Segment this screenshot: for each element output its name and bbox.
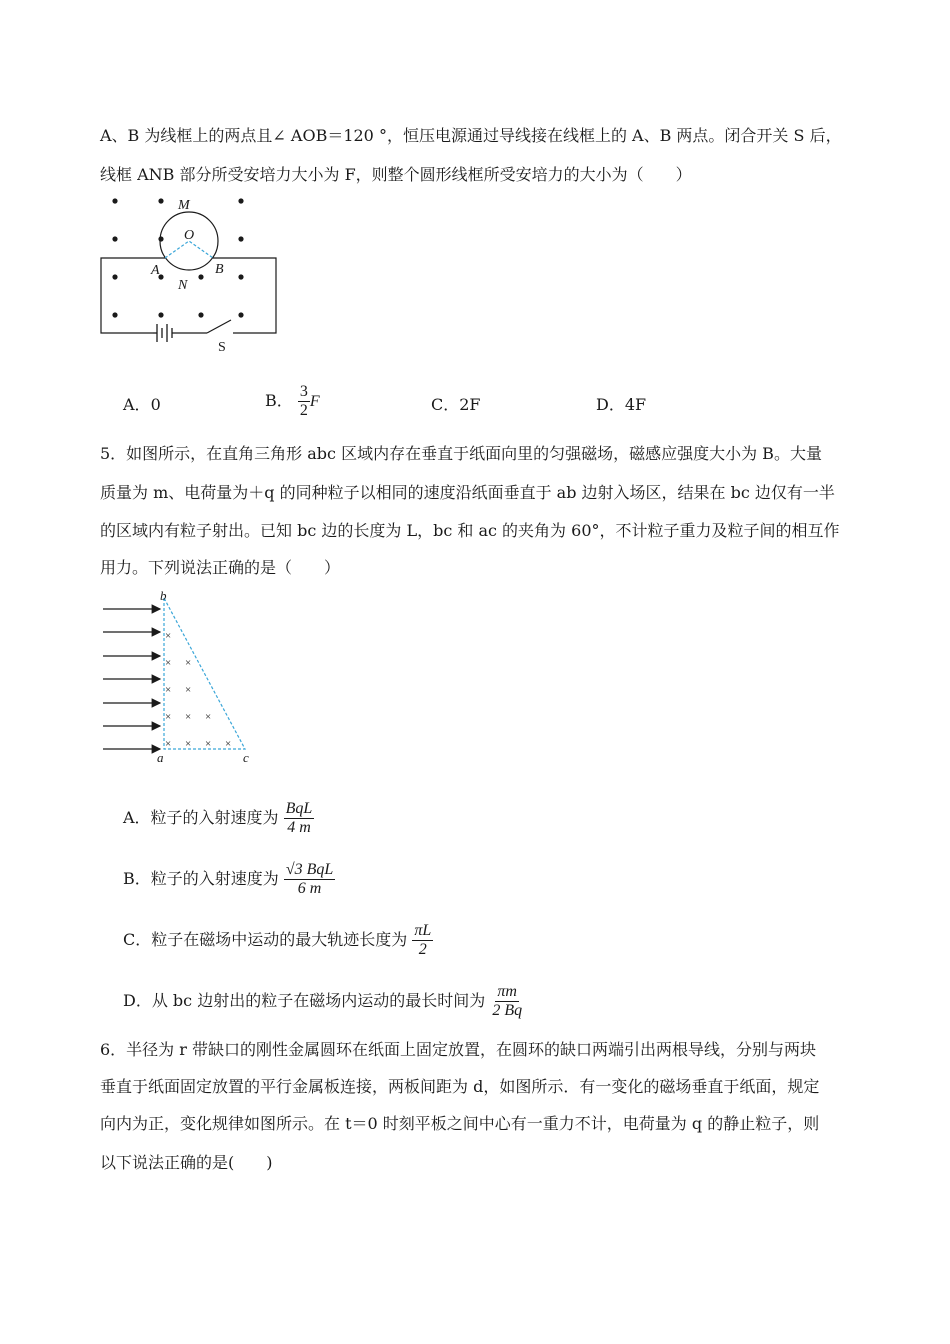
svg-text:×: × — [165, 630, 172, 642]
q5-stem-line-3: 的区域内有粒子射出。已知 bc 边的长度为 L，bc 和 ac 的夹角为 60°，不计粒子重力及粒子间的相互作 — [100, 521, 840, 540]
label-a: A — [151, 263, 160, 278]
q4-option-d: D．4F — [596, 395, 647, 414]
fraction: $\frac{3}{2}$ — [299, 383, 308, 419]
fraction: $\frac{\text{BqL}}{4 m}$ — [285, 800, 313, 836]
svg-text:×: × — [185, 711, 192, 723]
label-n: N — [178, 278, 188, 293]
q5-option-b: B．粒子的入射速度为 $\frac{\text{√3 BqL}}{6 m}$ — [123, 861, 334, 897]
label-b: B — [215, 262, 224, 277]
svg-text:×: × — [165, 711, 172, 723]
switch — [207, 320, 231, 333]
svg-text:×: × — [165, 657, 172, 669]
radius-lines — [165, 241, 213, 258]
fraction: $\frac{\text{√3 BqL}}{6 m}$ — [285, 861, 334, 897]
svg-text:×: × — [165, 738, 172, 750]
q6-stem-line-2: 垂直于纸面固定放置的平行金属板连接，两板间距为 d，如图所示．有一变化的磁场垂直于纸面，规定 — [100, 1077, 820, 1096]
q5-stem-line-4: 用力。下列说法正确的是（ ） — [100, 558, 341, 577]
label-b: b — [160, 588, 167, 603]
q5-triangle-figure — [100, 588, 260, 768]
q5-option-c: C．粒子在磁场中运动的最大轨迹长度为 $\frac{\pi L}{2}$ — [123, 922, 432, 958]
q4-option-b: B． $\frac{3}{2}$ F — [265, 383, 320, 419]
q6-stem-line-4: 以下说法正确的是( ) — [100, 1153, 273, 1172]
fraction: $\frac{\pi L}{2}$ — [414, 922, 432, 958]
fraction: $\frac{\pi m}{2 Bq}$ — [492, 983, 523, 1019]
q5-option-d: D．从 bc 边射出的粒子在磁场内运动的最长时间为 $\frac{\pi m}{2 Bq}$ — [123, 983, 523, 1019]
q4-stem-line-2: 线框 ANB 部分所受安培力大小为 F，则整个圆形线框所受安培力的大小为（ ） — [100, 165, 692, 184]
svg-text:×: × — [225, 738, 232, 750]
incoming-arrows — [103, 609, 160, 749]
label-o: O — [184, 228, 195, 243]
q6-stem-line-3: 向内为正，变化规律如图所示。在 t＝0 时刻平板之间中心有一重力不计，电荷量为 q 的静止粒子，则 — [100, 1114, 820, 1133]
svg-text:×: × — [165, 684, 172, 696]
svg-text:×: × — [205, 711, 212, 723]
svg-text:×: × — [185, 684, 192, 696]
label-m: M — [178, 198, 190, 213]
triangle-abc — [164, 598, 245, 749]
q4-option-a: A．0 — [123, 395, 161, 414]
svg-text:×: × — [185, 657, 192, 669]
label-a: a — [157, 750, 164, 765]
q5-option-a: A．粒子的入射速度为 $\frac{\text{BqL}}{4 m}$ — [123, 800, 313, 836]
field-crosses — [165, 630, 231, 750]
svg-text:×: × — [205, 738, 212, 750]
svg-text:×: × — [185, 738, 192, 750]
q4-circuit-figure — [95, 190, 295, 360]
label-c: c — [243, 750, 249, 765]
q5-stem-line-1: 5．如图所示，在直角三角形 abc 区域内存在垂直于纸面向里的匀强磁场，磁感应强度大小为 B。大量 — [100, 444, 822, 463]
battery — [153, 324, 207, 342]
q4-stem-line-1: A、B 为线框上的两点且∠ AOB＝120 °，恒压电源通过导线接在线框上的 A、B 两点。闭合开关 S 后， — [100, 126, 842, 145]
q5-stem-line-2: 质量为 m、电荷量为＋q 的同种粒子以相同的速度沿纸面垂直于 ab 边射入场区，结果在 bc 边仅有一半 — [100, 483, 835, 502]
label-s: S — [218, 340, 226, 355]
q6-stem-line-1: 6．半径为 r 带缺口的刚性金属圆环在纸面上固定放置，在圆环的缺口两端引出两根导线，分别与两块 — [100, 1040, 817, 1059]
q4-option-c: C．2F — [431, 395, 481, 414]
